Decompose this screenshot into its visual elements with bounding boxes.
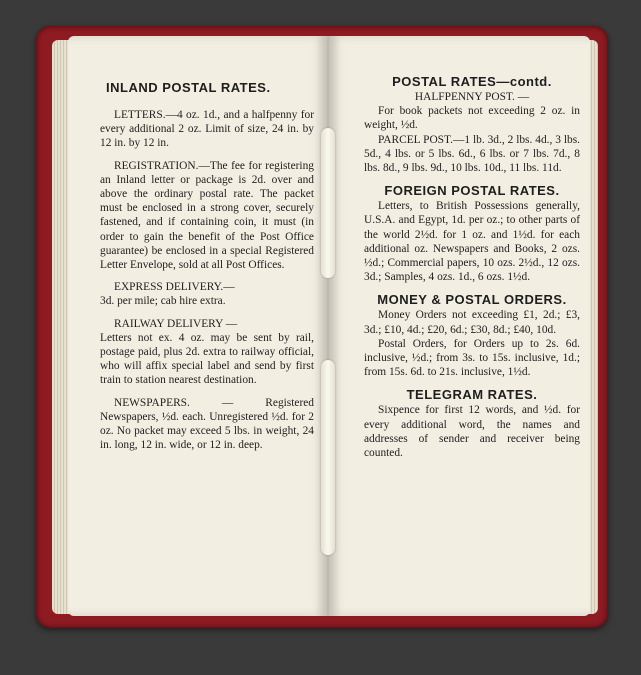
railway-delivery-heading: RAILWAY DELIVERY — [114,317,238,330]
newspapers-paragraph: NEWSPAPERS. — Registered Newspapers, ½d. each. Unregistered ½d. for 2 oz. No packet may exceed 5 lbs. in weight, 24 in. long, 12 in. wide, or 12 in. deep. [100,396,314,452]
parcel-post-paragraph: PARCEL POST.—1 lb. 3d., 2 lbs. 4d., 3 lbs. 5d., 4 lbs. or 5 lbs. 6d., 6 lbs. or 7 lbs. 7d., 8 lbs. 8d., 9 lbs. 9d., 10 lbs. 10d., 11 lbs. 11d. [364,133,580,175]
telegram-rates-text: Sixpence for first 12 words, and ½d. for every additional word, the names and addresses of sender and receiver being counted. [364,404,580,460]
railway-delivery-text: Letters not ex. 4 oz. may be sent by rail, postage paid, plus 2d. extra to railway official, who will affix special label and send by first train to station nearest destination. [100,331,314,387]
money-orders-text: Money Orders not exceeding £1, 2d.; £3, 3d.; £10, 4d.; £20, 6d.; £30, 8d.; £40, 10d. [364,309,580,336]
money-orders-heading: MONEY & POSTAL ORDERS. [377,292,567,308]
postal-orders-text: Postal Orders, for Orders up to 2s. 6d. inclusive, ½d.; from 3s. to 15s. inclusive, 1d.; from 15s. 6d. to 21s. inclusive, 1½d. [364,337,580,379]
binding-stitch-lower [321,360,335,555]
right-page-title: POSTAL RATES—contd. [392,74,552,89]
express-delivery-heading: EXPRESS DELIVERY.— [114,281,235,294]
foreign-rates-heading: FOREIGN POSTAL RATES. [384,183,560,199]
halfpenny-post-heading: HALFPENNY POST. — [414,91,530,103]
foreign-rates-text: Letters, to British Possessions generally, U.S.A. and Egypt, 1d. per oz.; to other parts of the world 2½d. for 1 oz. and 1½d. for each additional oz. Newspapers and Books, 2 ozs. ½d.; Commercial papers, 10 ozs. 2½d., 12 ozs. 3d.; Samples, 4 ozs. 1d., 6 ozs. 1½d. [364,200,580,284]
telegram-rates-heading: TELEGRAM RATES. [406,387,538,403]
halfpenny-post-text: For book packets not exceeding 2 oz. in weight, ½d. [364,105,580,132]
express-delivery-text: 3d. per mile; cab hire extra. [100,295,226,308]
left-page-title: INLAND POSTAL RATES. [106,80,271,95]
right-page [328,36,590,616]
left-page [68,36,328,616]
registration-paragraph: REGISTRATION.—The fee for registering an Inland letter or package is 2d. over and above the ordinary postal rate. The packet must be enclosed in a strong cover, securely fastened, and if containing coin, it must (in order to gain the benefit of the Post Office guarantee) be enclosed in a special Registered Letter Envelope, sold at all Post Offices. [100,159,314,272]
binding-stitch-upper [321,128,335,278]
letters-paragraph: LETTERS.—4 oz. 1d., and a halfpenny for every additional 2 oz. Limit of size, 24 in. by 12 in. by 12 in. [100,109,314,150]
